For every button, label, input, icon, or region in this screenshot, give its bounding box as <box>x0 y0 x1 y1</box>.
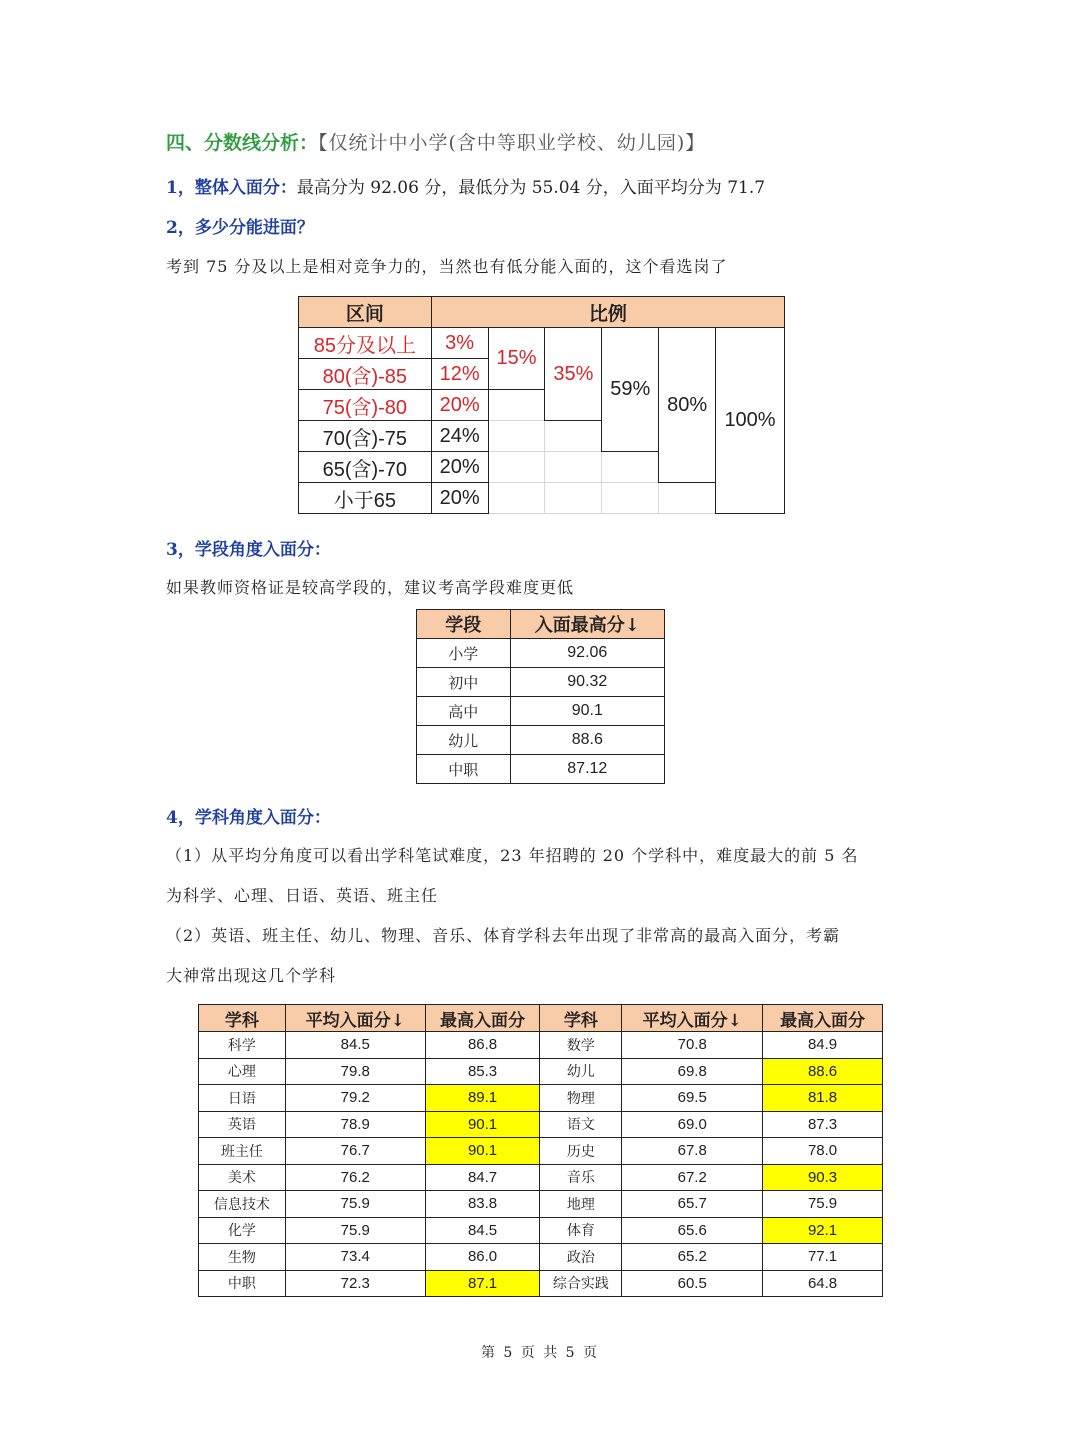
empty-cell <box>602 483 659 514</box>
empty-cell <box>659 483 716 514</box>
avg-score-cell: 79.8 <box>285 1058 425 1085</box>
cumulative-cell: 80% <box>659 328 716 483</box>
stage-cell: 小学 <box>417 639 511 668</box>
empty-cell <box>545 483 602 514</box>
max-score-cell: 86.0 <box>425 1244 540 1271</box>
item1-line <box>166 173 765 198</box>
max-score-cell: 90.1 <box>425 1111 540 1138</box>
avg-score-cell: 65.2 <box>622 1244 763 1271</box>
score-cell: 87.12 <box>510 755 664 784</box>
stage-cell: 初中 <box>417 668 511 697</box>
cumulative-cell: 15% <box>488 328 545 390</box>
subject-cell: 中职 <box>199 1270 286 1297</box>
score-ratio-table <box>298 296 785 514</box>
avg-score-cell: 84.5 <box>285 1032 425 1059</box>
subject-cell: 数学 <box>540 1032 622 1059</box>
subject-table <box>198 1004 883 1297</box>
avg-score-cell: 65.6 <box>622 1217 763 1244</box>
subject-header: 学科 <box>540 1005 622 1032</box>
avg-score-cell: 78.9 <box>285 1111 425 1138</box>
subject-cell: 美术 <box>199 1164 286 1191</box>
avg-score-cell: 79.2 <box>285 1085 425 1112</box>
avg-score-cell: 69.5 <box>622 1085 763 1112</box>
max-score-cell: 87.3 <box>763 1111 883 1138</box>
range-cell: 小于65 <box>299 483 432 514</box>
max-score-cell: 90.1 <box>425 1138 540 1165</box>
item4-label: 4，学科角度入面分： <box>166 808 331 828</box>
subject-cell: 地理 <box>540 1191 622 1218</box>
cumulative-cell: 59% <box>602 328 659 452</box>
avg-score-cell: 70.8 <box>622 1032 763 1059</box>
stage-header: 学段 <box>417 610 511 639</box>
subject-cell: 综合实践 <box>540 1270 622 1297</box>
empty-cell <box>488 390 545 421</box>
max-score-cell: 64.8 <box>763 1270 883 1297</box>
subject-cell: 幼儿 <box>540 1058 622 1085</box>
item1-label: 1，整体入面分： <box>166 178 297 198</box>
empty-cell <box>545 421 602 452</box>
table-row <box>199 1058 883 1085</box>
table-row <box>199 1032 883 1059</box>
avg-score-cell: 67.8 <box>622 1138 763 1165</box>
max-score-header: 最高入面分 <box>425 1005 540 1032</box>
pct-cell: 12% <box>431 359 488 390</box>
subject-cell: 化学 <box>199 1217 286 1244</box>
table-row <box>199 1138 883 1165</box>
stage-cell: 高中 <box>417 697 511 726</box>
subject-cell: 信息技术 <box>199 1191 286 1218</box>
item2-label: 2，多少分能进面？ <box>166 218 314 238</box>
score-cell: 90.32 <box>510 668 664 697</box>
range-cell: 65(含)-70 <box>299 452 432 483</box>
table-row <box>199 1217 883 1244</box>
range-cell: 85分及以上 <box>299 328 432 359</box>
avg-score-cell: 67.2 <box>622 1164 763 1191</box>
avg-score-cell: 73.4 <box>285 1244 425 1271</box>
max-score-cell: 75.9 <box>763 1191 883 1218</box>
cumulative-cell: 35% <box>545 328 602 421</box>
avg-score-cell: 69.8 <box>622 1058 763 1085</box>
subject-cell: 物理 <box>540 1085 622 1112</box>
stage-cell: 中职 <box>417 755 511 784</box>
avg-score-cell: 60.5 <box>622 1270 763 1297</box>
item1-text: 最高分为 92.06 分，最低分为 55.04 分，入面平均分为 71.7 <box>296 178 766 198</box>
avg-score-cell: 69.0 <box>622 1111 763 1138</box>
table-row <box>199 1111 883 1138</box>
score-cell: 92.06 <box>510 639 664 668</box>
range-cell: 75(含)-80 <box>299 390 432 421</box>
max-score-header: 入面最高分↓ <box>510 610 664 639</box>
max-score-cell: 84.7 <box>425 1164 540 1191</box>
table-row <box>199 1191 883 1218</box>
avg-score-cell: 76.7 <box>285 1138 425 1165</box>
avg-score-cell: 65.7 <box>622 1191 763 1218</box>
item4-p2-line1: （2）英语、班主任、幼儿、物理、音乐、体育学科去年出现了非常高的最高入面分，考霸 <box>166 926 841 945</box>
section-heading <box>166 128 705 155</box>
item3-text: 如果教师资格证是较高学段的，建议考高学段难度更低 <box>166 578 575 597</box>
subject-cell: 生物 <box>199 1244 286 1271</box>
range-cell: 70(含)-75 <box>299 421 432 452</box>
stage-cell: 幼儿 <box>417 726 511 755</box>
empty-cell <box>488 421 545 452</box>
max-score-cell: 90.3 <box>763 1164 883 1191</box>
max-score-cell: 84.9 <box>763 1032 883 1059</box>
max-score-cell: 77.1 <box>763 1244 883 1271</box>
max-score-cell: 81.8 <box>763 1085 883 1112</box>
pct-cell: 20% <box>431 390 488 421</box>
subject-cell: 心理 <box>199 1058 286 1085</box>
max-score-cell: 84.5 <box>425 1217 540 1244</box>
stage-table <box>416 609 665 784</box>
empty-cell <box>545 452 602 483</box>
subject-cell: 政治 <box>540 1244 622 1271</box>
pct-cell: 24% <box>431 421 488 452</box>
item4-p2-line2: 大神常出现这几个学科 <box>166 966 337 985</box>
avg-score-cell: 76.2 <box>285 1164 425 1191</box>
score-cell: 90.1 <box>510 697 664 726</box>
max-score-cell: 92.1 <box>763 1217 883 1244</box>
subject-cell: 语文 <box>540 1111 622 1138</box>
avg-score-header: 平均入面分↓ <box>622 1005 763 1032</box>
subject-cell: 科学 <box>199 1032 286 1059</box>
max-score-cell: 88.6 <box>763 1058 883 1085</box>
pct-cell: 20% <box>431 483 488 514</box>
page-footer: 第 5 页 共 5 页 <box>480 1345 600 1361</box>
max-score-cell: 86.8 <box>425 1032 540 1059</box>
item4-p1-line1: （1）从平均分角度可以看出学科笔试难度，23 年招聘的 20 个学科中，难度最大的前 5 名 <box>166 846 859 865</box>
avg-score-header: 平均入面分↓ <box>285 1005 425 1032</box>
header-ratio: 比例 <box>431 297 784 328</box>
section-heading-note: 【仅统计中小学(含中等职业学校、幼儿园)】 <box>318 132 706 154</box>
cumulative-cell: 100% <box>716 328 785 514</box>
empty-cell <box>602 452 659 483</box>
header-range: 区间 <box>299 297 432 328</box>
item2-text: 考到 75 分及以上是相对竞争力的，当然也有低分能入面的，这个看选岗了 <box>166 257 728 276</box>
max-score-cell: 85.3 <box>425 1058 540 1085</box>
pct-cell: 20% <box>431 452 488 483</box>
subject-cell: 日语 <box>199 1085 286 1112</box>
avg-score-cell: 72.3 <box>285 1270 425 1297</box>
empty-cell <box>488 483 545 514</box>
max-score-header: 最高入面分 <box>763 1005 883 1032</box>
section-heading-title: 四、分数线分析： <box>166 132 319 154</box>
score-cell: 88.6 <box>510 726 664 755</box>
avg-score-cell: 75.9 <box>285 1191 425 1218</box>
table-row <box>199 1244 883 1271</box>
empty-cell <box>488 452 545 483</box>
table-row <box>199 1085 883 1112</box>
item3-label: 3，学段角度入面分： <box>166 540 331 560</box>
subject-cell: 音乐 <box>540 1164 622 1191</box>
subject-cell: 英语 <box>199 1111 286 1138</box>
max-score-cell: 78.0 <box>763 1138 883 1165</box>
subject-cell: 班主任 <box>199 1138 286 1165</box>
range-cell: 80(含)-85 <box>299 359 432 390</box>
max-score-cell: 87.1 <box>425 1270 540 1297</box>
max-score-cell: 89.1 <box>425 1085 540 1112</box>
subject-cell: 体育 <box>540 1217 622 1244</box>
table-row <box>199 1270 883 1297</box>
subject-cell: 历史 <box>540 1138 622 1165</box>
avg-score-cell: 75.9 <box>285 1217 425 1244</box>
pct-cell: 3% <box>431 328 488 359</box>
max-score-cell: 83.8 <box>425 1191 540 1218</box>
item4-p1-line2: 为科学、心理、日语、英语、班主任 <box>166 886 439 905</box>
table-row <box>199 1164 883 1191</box>
subject-header: 学科 <box>199 1005 286 1032</box>
